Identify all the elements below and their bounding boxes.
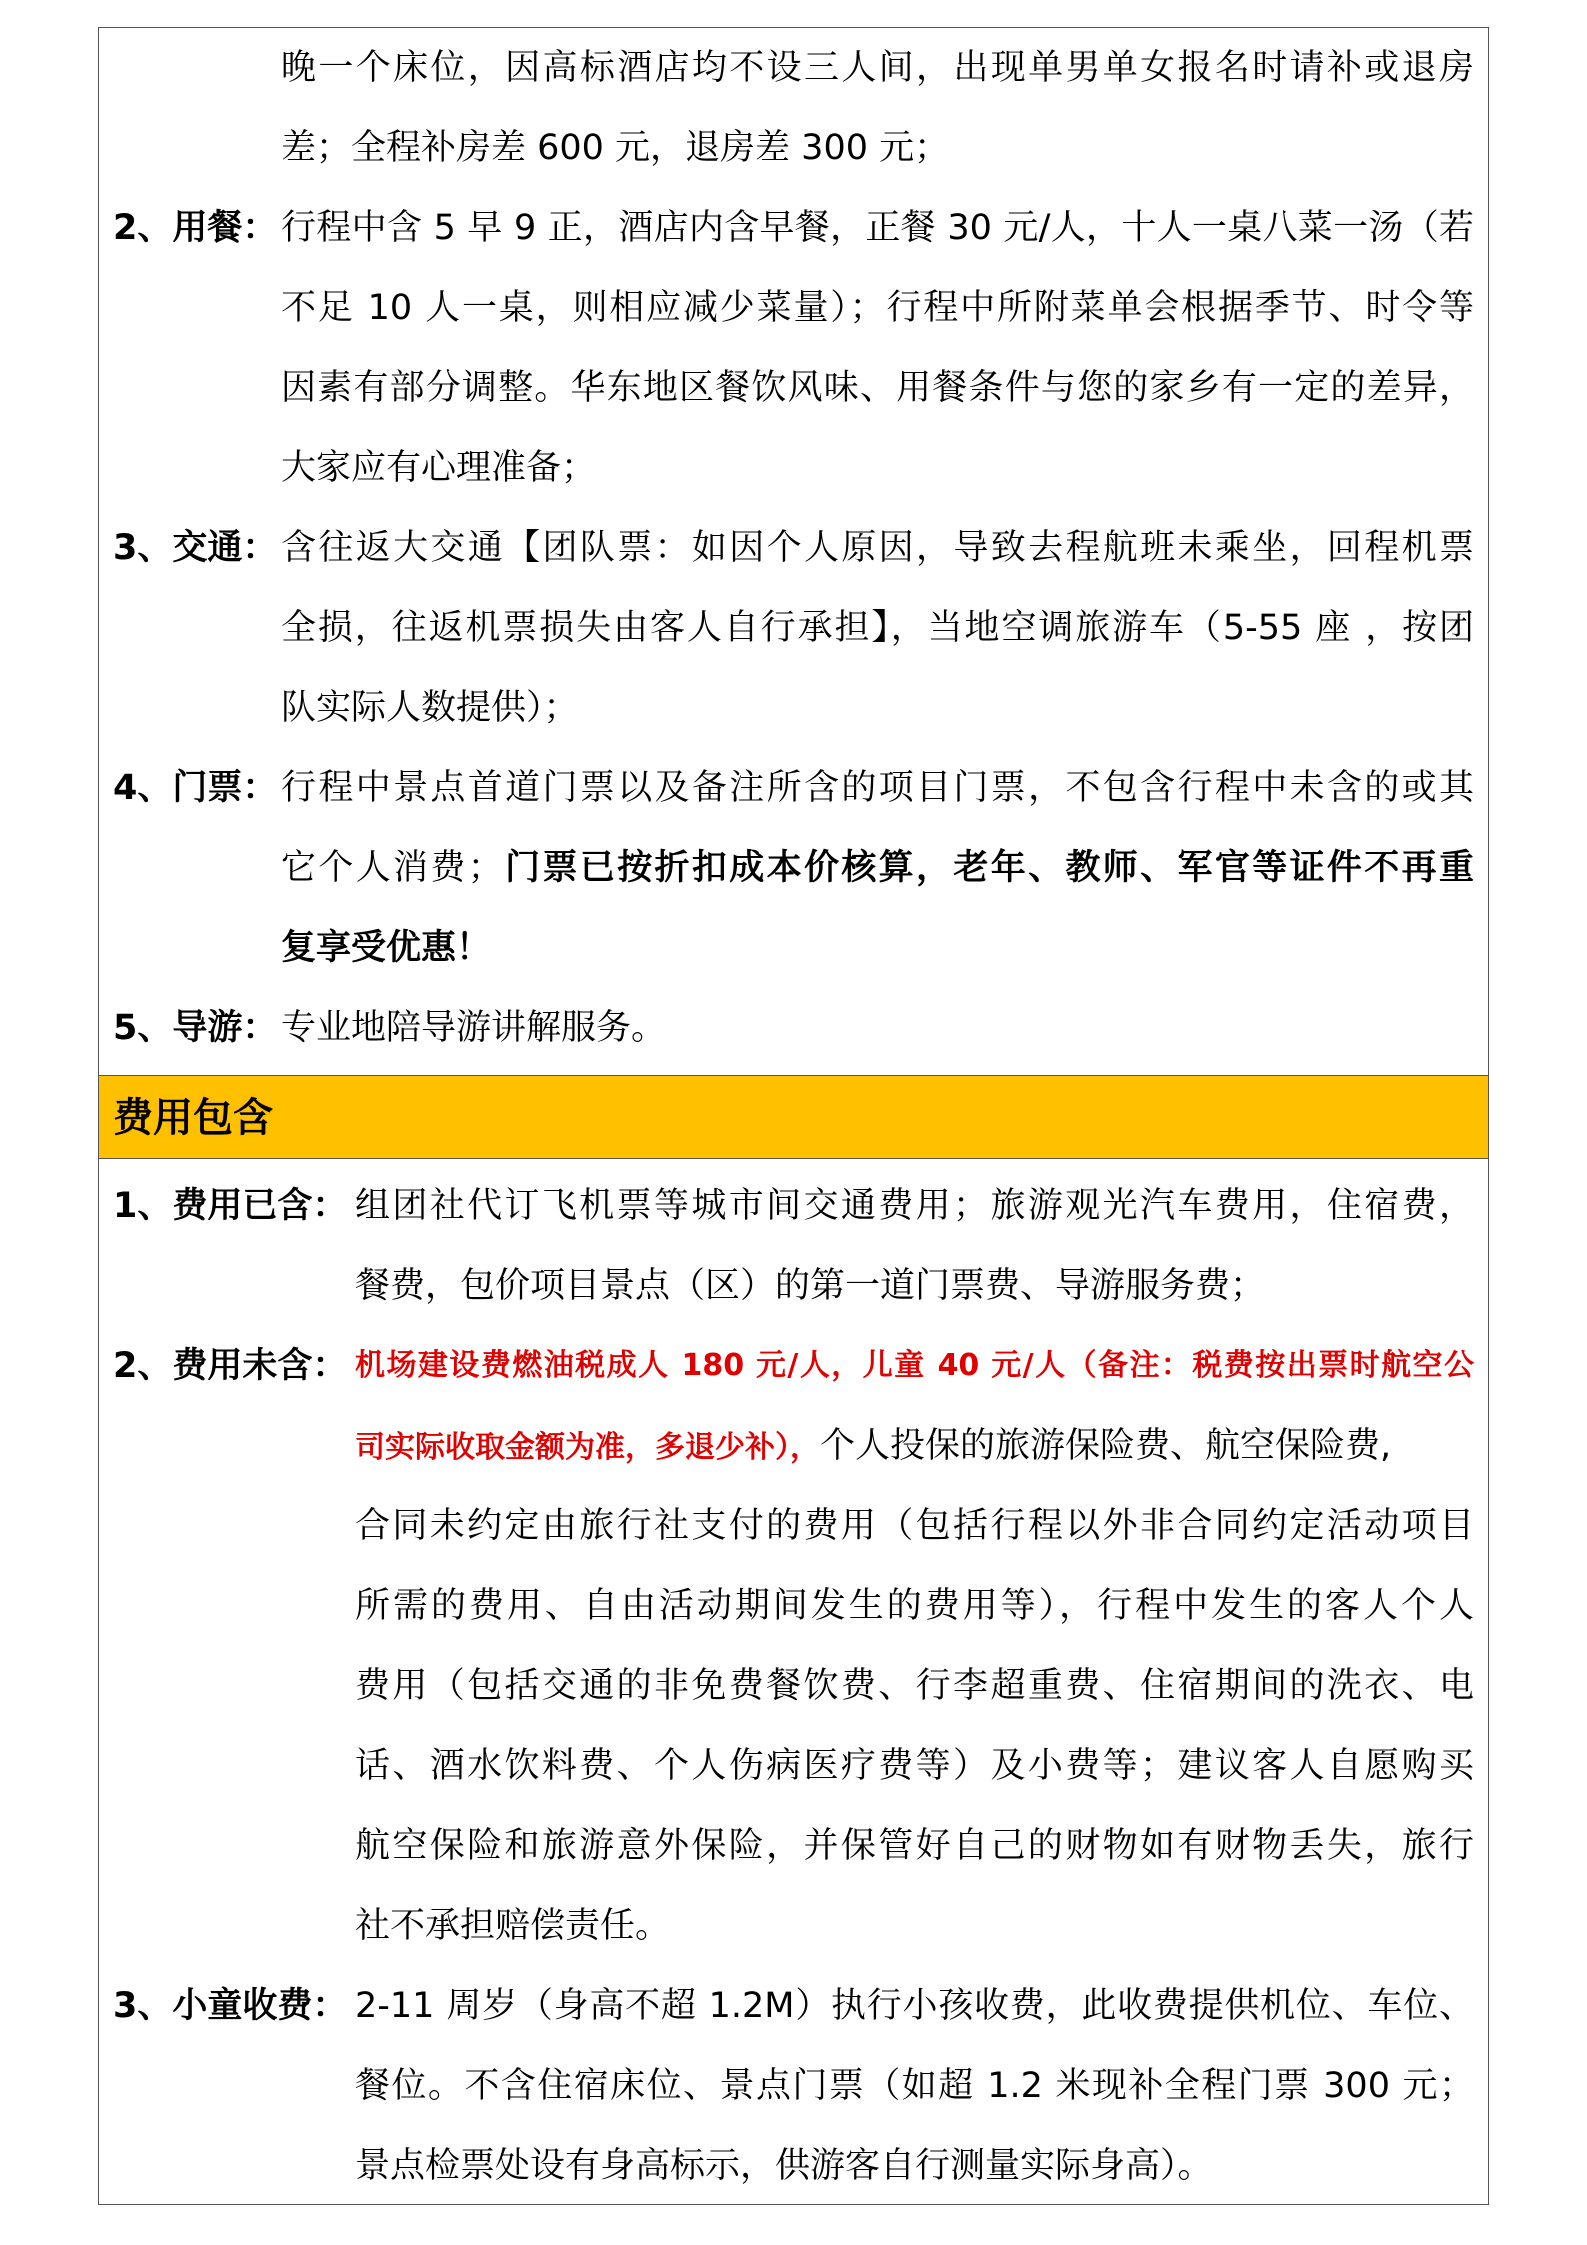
tickets-label: 4、门票： [113,768,278,808]
section-header-fees [99,1075,1488,1159]
tickets-line-1: 4、门票： 行程中景点首道门票以及备注所含的项目门票，不包含行程中未含的或其 [99,748,1488,828]
guide-line: 5、导游： 专业地陪导游讲解服务。 [99,988,1488,1068]
included-line-2: 餐费，包价项目景点（区）的第一道门票费、导游服务费； [355,1266,1266,1306]
excluded-line-6: 话、酒水饮料费、个人伤病医疗费等）及小费等；建议客人自愿购买 [355,1746,1474,1786]
excluded-line-1 [99,1326,1488,1406]
tickets-line-2: 它个人消费；门票已按折扣成本价核算，老年、教师、军官等证件不再重 [281,848,1474,888]
transport-line-1: 3、交通： 含往返大交通【团队票：如因个人原因，导致去程航班未乘坐，回程机票 [99,508,1488,588]
excluded-line-5: 费用（包括交通的非免费餐饮费、行李超重费、住宿期间的洗衣、电 [355,1666,1474,1706]
tickets-line-3: 复享受优惠！ [281,928,492,968]
meal-line-4: 大家应有心理准备； [281,448,597,488]
tax-note: 机场建设费燃油税成人 180 元/人，儿童 40 元/人（备注：税费按出票时航空公 [355,1348,1474,1383]
child-line-1: 3、小童收费： 2-11 周岁（身高不超 1.2M）执行小孩收费，此收费提供机位、车位、 [99,1966,1488,2046]
child-label: 3、小童收费： [113,1986,348,2026]
accommodation-line-1: 晚一个床位，因高标酒店均不设三人间，出现单男单女报名时请补或退房 [281,48,1474,88]
accommodation-line-2: 差；全程补房差 600 元，退房差 300 元； [281,128,950,168]
meal-line-2: 不足 10 人一桌，则相应减少菜量）；行程中所附菜单会根据季节、时令等 [281,288,1474,328]
transport-line-3: 队实际人数提供）； [281,688,579,728]
included-line-1: 1、费用已含： 组团社代订飞机票等城市间交通费用；旅游观光汽车费用，住宿费， [99,1166,1488,1246]
tickets-discount-note: 门票已按折扣成本价核算，老年、教师、军官等证件不再重 [502,848,1474,888]
excluded-line-3: 合同未约定由旅行社支付的费用（包括行程以外非合同约定活动项目 [355,1506,1474,1546]
child-line-2: 餐位。不含住宿床位、景点门票（如超 1.2 米现补全程门票 300 元； [355,2066,1474,2106]
excluded-line-8: 社不承担赔偿责任。 [355,1906,671,1946]
transport-label: 3、交通： [113,528,278,568]
transport-line-2: 全损，往返机票损失由客人自行承担】，当地空调旅游车（5-55 座 ，按团 [281,608,1474,648]
excluded-line-2: 司实际收取金额为准，多退少补），个人投保的旅游保险费、航空保险费, [355,1426,1392,1466]
excluded-line-4: 所需的费用、自由活动期间发生的费用等），行程中发生的客人个人 [355,1586,1474,1626]
meal-line-1: 2、用餐： 行程中含 5 早 9 正，酒店内含早餐，正餐 30 元/人，十人一桌八菜一汤（若 [99,188,1488,268]
included-label: 1、费用已含： [113,1186,348,1226]
section-title: 费用包含 [113,1095,273,1141]
meal-line-3: 因素有部分调整。华东地区餐饮风味、用餐条件与您的家乡有一定的差异， [281,368,1474,408]
document-table [98,27,1489,2205]
excluded-line-7: 航空保险和旅游意外保险，并保管好自己的财物如有财物丢失，旅行 [355,1826,1474,1866]
guide-label: 5、导游： [113,1008,278,1048]
child-line-3: 景点检票处设有身高标示，供游客自行测量实际身高）。 [355,2146,1213,2186]
meal-label: 2、用餐： [113,208,278,248]
excluded-label: 2、费用未含： [113,1346,348,1386]
